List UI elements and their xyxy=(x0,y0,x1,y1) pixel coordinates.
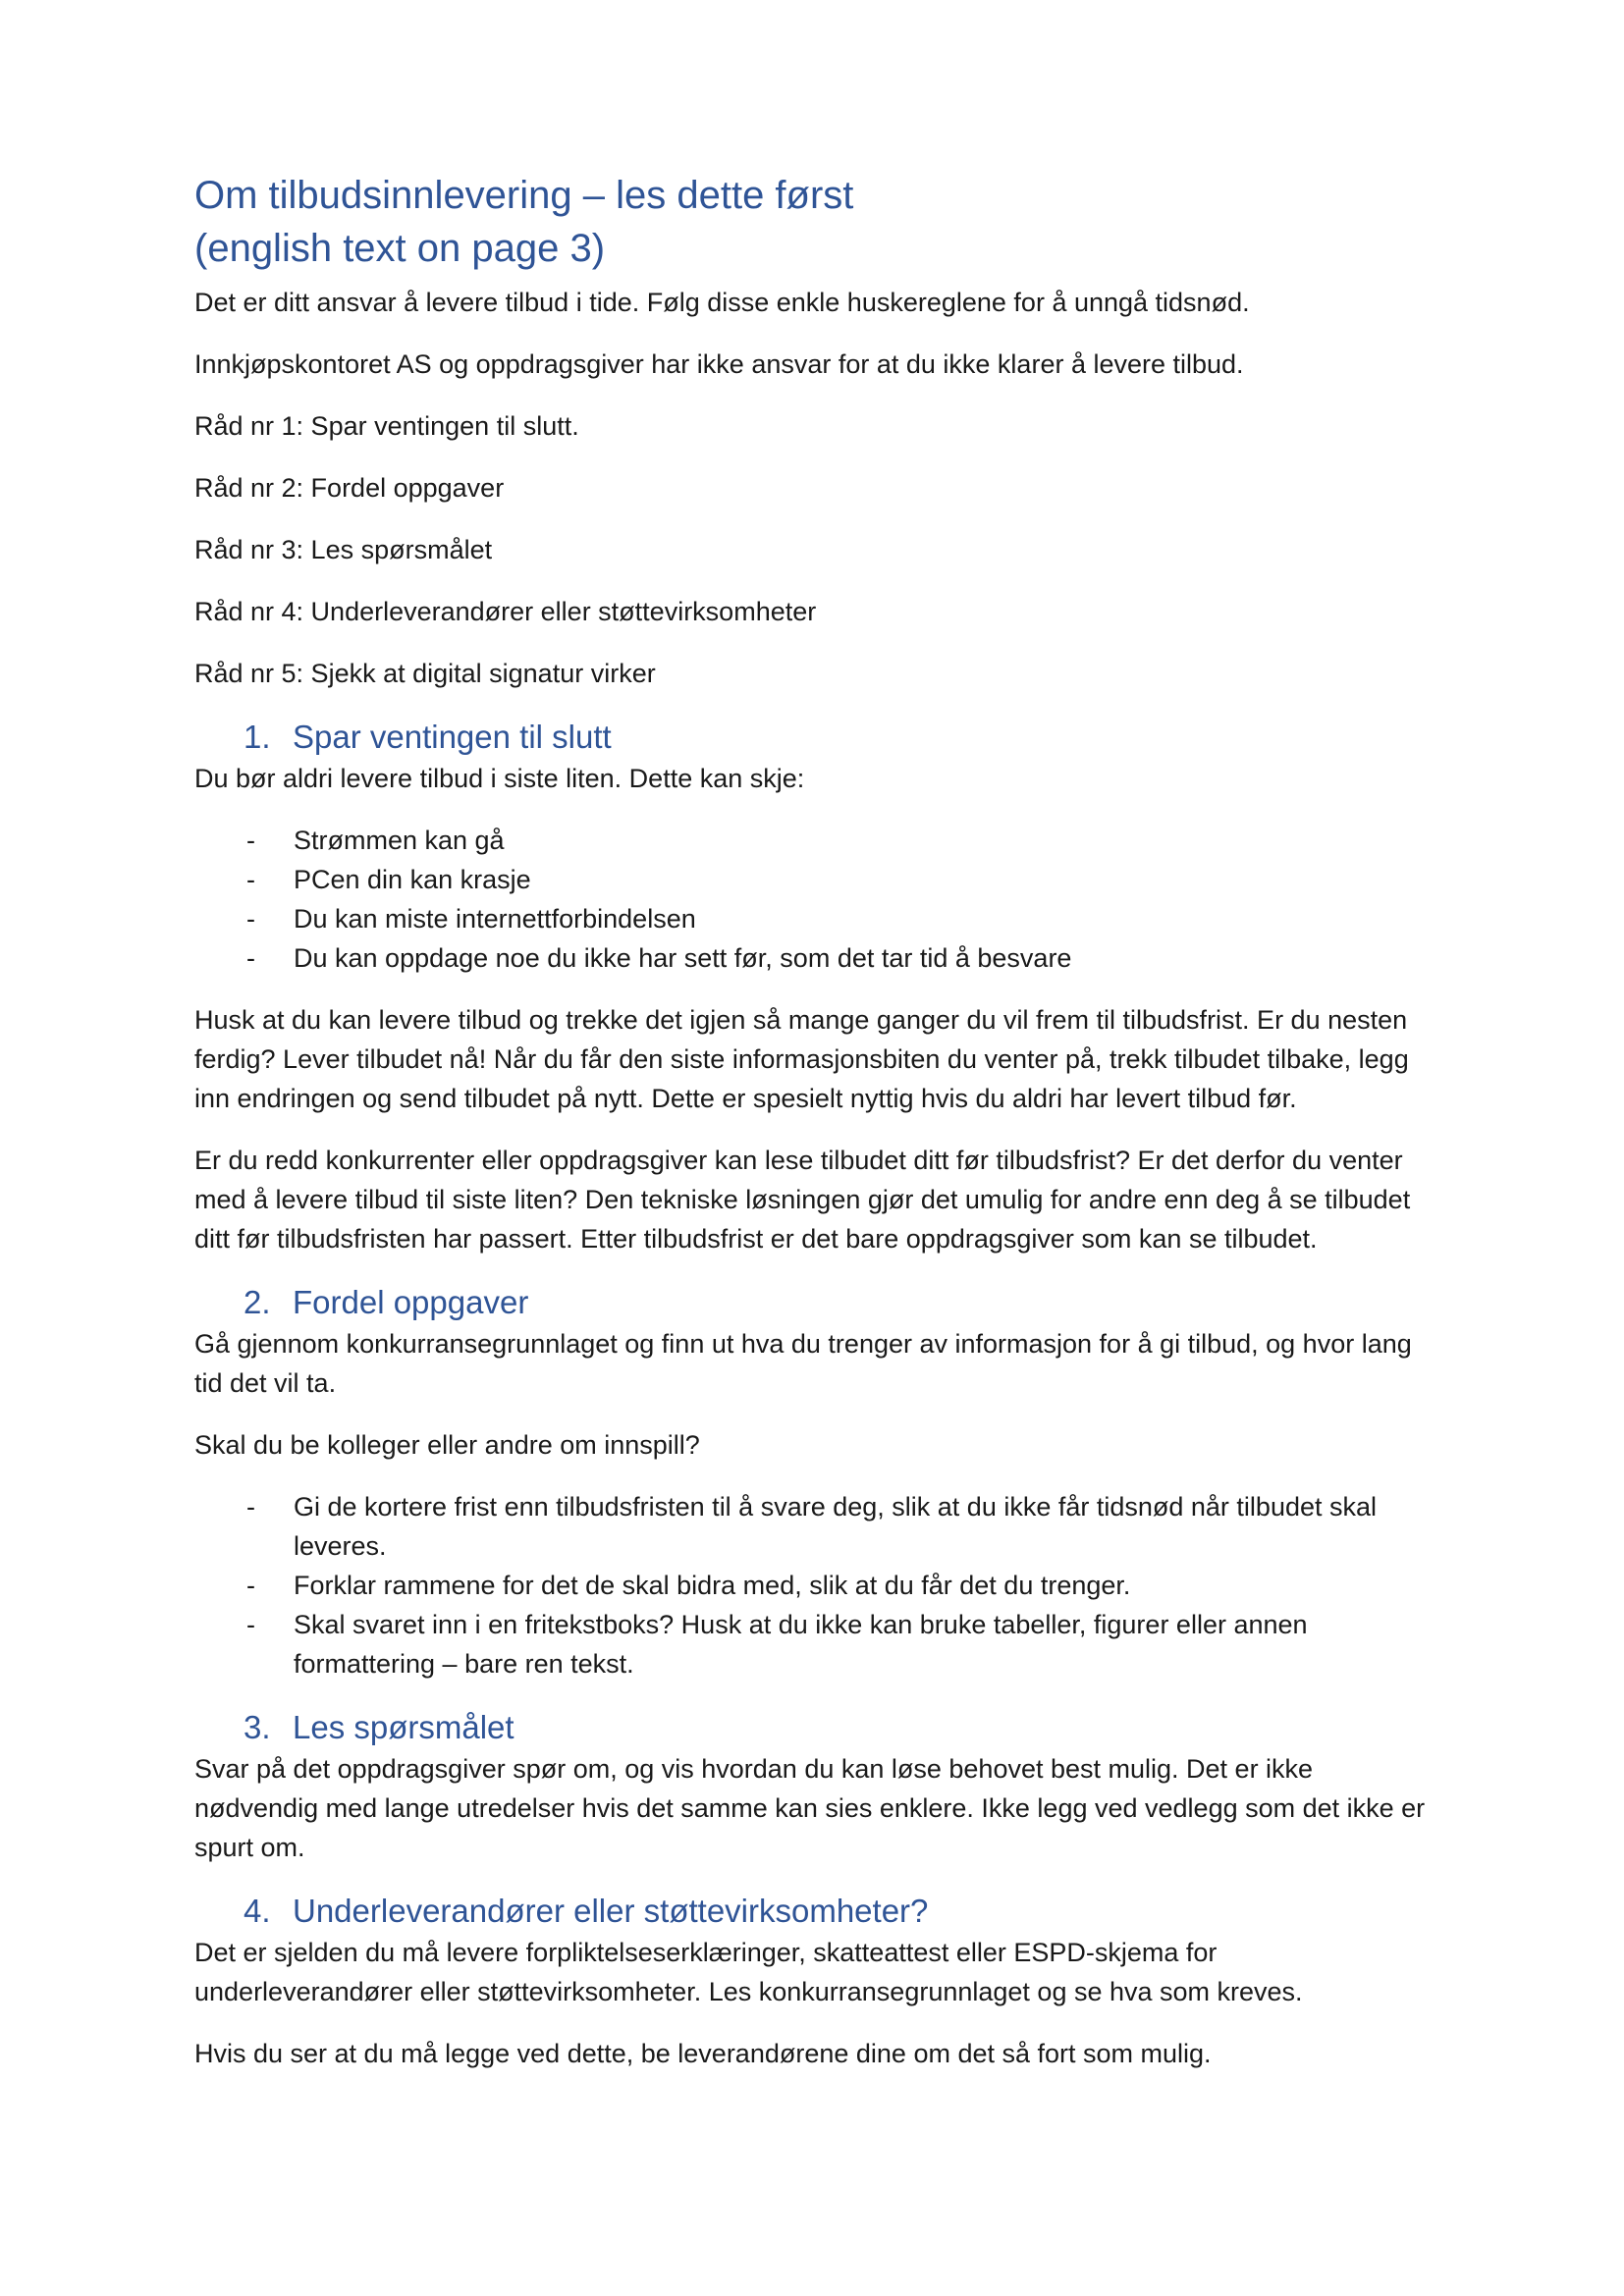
section-number: 4. xyxy=(244,1893,271,1929)
section-heading xyxy=(194,1281,1441,1324)
list-item xyxy=(194,860,1441,899)
dash-marker: - xyxy=(246,826,255,855)
list-item-text: PCen din kan krasje xyxy=(294,865,531,894)
dash-marker: - xyxy=(246,1492,255,1522)
advice-line: Råd nr 3: Les spørsmålet xyxy=(194,535,493,564)
section-heading-text: Fordel oppgaver xyxy=(293,1284,529,1320)
document-title xyxy=(194,169,1441,275)
section-lead: Du bør aldri levere tilbud i siste liten. Dette kan skje: xyxy=(194,764,805,793)
list-item xyxy=(194,1566,1441,1605)
section-number: 1. xyxy=(244,719,271,755)
section-heading-text: Les spørsmålet xyxy=(293,1709,514,1745)
bullet-list xyxy=(194,1487,1441,1683)
section-lead: Gå gjennom konkurransegrunnlaget og finn ut hva du trenger av informasjon for å gi tilbud, og hvor lang tid det vil ta. xyxy=(194,1329,1412,1398)
advice-line: Råd nr 4: Underleverandører eller støttevirksomheter xyxy=(194,597,817,626)
body-paragraph: Er du redd konkurrenter eller oppdragsgiver kan lese tilbudet ditt før tilbudsfrist? Er det derfor du venter med å levere tilbud til siste liten? Den tekniske løsningen gjør det umulig for andre enn deg å se tilbudet ditt før tilbudsfristen har passert. Etter tilbudsfrist er det bare oppdragsgiver som kan se tilbudet. xyxy=(194,1146,1411,1254)
list-item xyxy=(194,1487,1441,1566)
body-paragraph: Husk at du kan levere tilbud og trekke det igjen så mange ganger du vil frem til tilbudsfrist. Er du nesten ferdig? Lever tilbudet nå! Når du får den siste informasjonsbiten du venter på, trekk tilbudet tilbake, legg inn endringen og send tilbudet på nytt. Dette er spesielt nyttig hvis du aldri har levert tilbud før. xyxy=(194,1005,1409,1113)
section-heading-text: Spar ventingen til slutt xyxy=(293,719,612,755)
dash-marker: - xyxy=(246,904,255,934)
section-number: 2. xyxy=(244,1284,271,1320)
bullet-list xyxy=(194,821,1441,978)
section-lead: Skal du be kolleger eller andre om innspill? xyxy=(194,1430,700,1460)
section-heading-text: Underleverandører eller støttevirksomheter? xyxy=(293,1893,929,1929)
section-number: 3. xyxy=(244,1709,271,1745)
dash-marker: - xyxy=(246,1610,255,1639)
advice-line: Råd nr 1: Spar ventingen til slutt. xyxy=(194,411,579,441)
advice-line: Råd nr 5: Sjekk at digital signatur virker xyxy=(194,659,656,688)
list-item xyxy=(194,938,1441,978)
list-item-text: Strømmen kan gå xyxy=(294,826,505,855)
list-item xyxy=(194,899,1441,938)
list-item-text: Forklar rammene for det de skal bidra med, slik at du får det du trenger. xyxy=(294,1571,1131,1600)
list-item-text: Du kan oppdage noe du ikke har sett før, som det tar tid å besvare xyxy=(294,943,1072,973)
list-item-text: Gi de kortere frist enn tilbudsfristen til å svare deg, slik at du ikke får tidsnød når tilbudet skal leveres. xyxy=(294,1492,1378,1561)
list-item-text: Du kan miste internettforbindelsen xyxy=(294,904,696,934)
dash-marker: - xyxy=(246,1571,255,1600)
section-heading xyxy=(194,716,1441,759)
dash-marker: - xyxy=(246,943,255,973)
section-heading xyxy=(194,1706,1441,1749)
section-heading xyxy=(194,1890,1441,1933)
list-item-text: Skal svaret inn i en fritekstboks? Husk at du ikke kan bruke tabeller, figurer eller annen formattering – bare ren tekst. xyxy=(294,1610,1308,1679)
intro-paragraph: Det er ditt ansvar å levere tilbud i tide. Følg disse enkle huskereglene for å unngå tidsnød. xyxy=(194,288,1250,317)
section-lead: Det er sjelden du må levere forpliktelseserklæringer, skatteattest eller ESPD-skjema for underleverandører eller støttevirksomheter. Les konkurransegrunnlaget og se hva som kreves. xyxy=(194,1938,1303,2006)
advice-line: Råd nr 2: Fordel oppgaver xyxy=(194,473,505,503)
section-lead: Svar på det oppdragsgiver spør om, og vis hvordan du kan løse behovet best mulig. Det er ikke nødvendig med lange utredelser hvis det samme kan sies enklere. Ikke legg ved vedlegg som det ikke er spurt om. xyxy=(194,1754,1426,1862)
dash-marker: - xyxy=(246,865,255,894)
intro-paragraph: Innkjøpskontoret AS og oppdragsgiver har ikke ansvar for at du ikke klarer å levere tilbud. xyxy=(194,349,1244,379)
section-lead: Hvis du ser at du må legge ved dette, be leverandørene dine om det så fort som mulig. xyxy=(194,2039,1212,2068)
title-line-1: Om tilbudsinnlevering – les dette først xyxy=(194,174,854,217)
list-item xyxy=(194,821,1441,860)
list-item xyxy=(194,1605,1441,1683)
document-page xyxy=(194,169,1441,2096)
title-line-2: (english text on page 3) xyxy=(194,227,606,270)
